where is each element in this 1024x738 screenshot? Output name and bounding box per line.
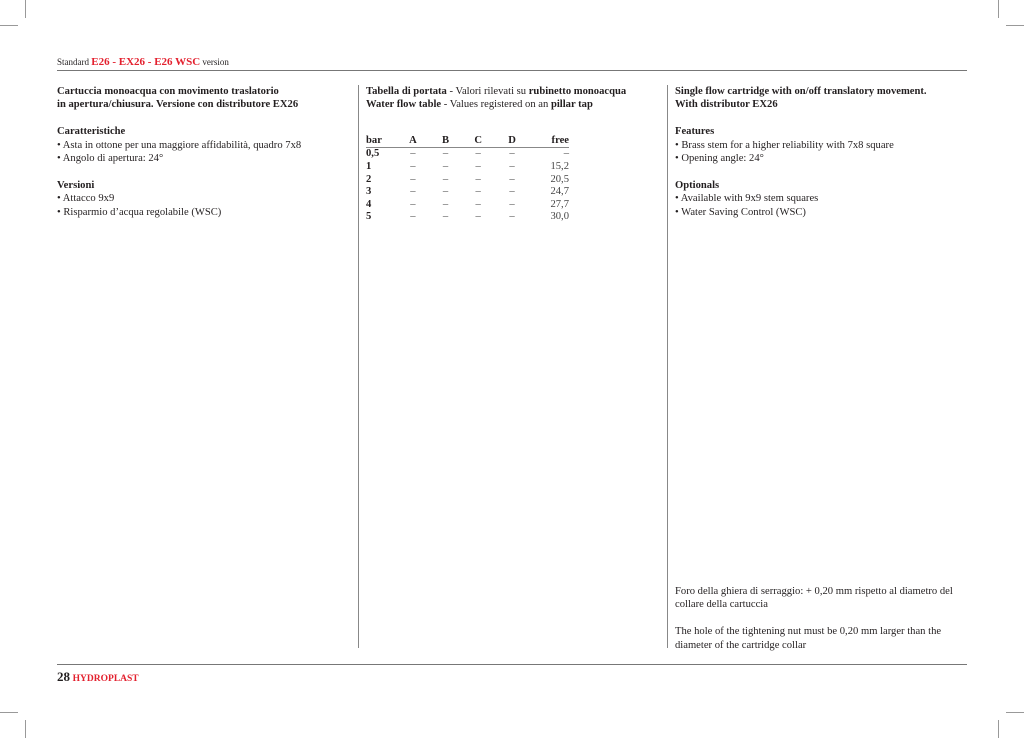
flow-cell: 27,7 <box>550 198 569 210</box>
flow-cell: 30,0 <box>550 211 569 223</box>
flow-cell: – <box>442 186 449 198</box>
flow-cell: – <box>509 198 515 210</box>
optionals-heading: Optionals <box>675 179 720 191</box>
versions-heading: Versioni <box>57 179 95 191</box>
italian-title: Cartuccia monoacqua con movimento traslatorio <box>57 86 279 97</box>
flow-cell: – <box>509 186 515 198</box>
flow-cell: – <box>475 173 481 185</box>
note-en: diameter of the cartridge collar <box>675 639 807 651</box>
pressure-cell: 3 <box>366 186 372 198</box>
flow-cell: – <box>442 211 449 223</box>
features-heading: Caratteristiche <box>57 126 126 138</box>
optional-item: • Available with 9x9 stem squares <box>675 193 819 205</box>
crop-mark <box>25 720 26 738</box>
version-item: • Attacco 9x9 <box>57 193 115 205</box>
column-divider <box>667 85 668 648</box>
flow-cell: – <box>442 173 449 185</box>
pressure-cell: 5 <box>366 211 372 223</box>
brand-name: HYDROPLAST <box>72 674 139 684</box>
flow-cell: – <box>475 161 481 172</box>
pressure-cell: 0,5 <box>366 148 380 160</box>
flow-cell: – <box>509 211 515 223</box>
header-prefix: Standard <box>57 57 89 67</box>
table-row <box>366 211 569 224</box>
header-suffix: version <box>202 57 229 67</box>
note-it: collare della cartuccia <box>675 599 768 611</box>
flow-cell: – <box>509 148 515 160</box>
flow-cell: 15,2 <box>550 161 569 172</box>
column-header: B <box>430 135 461 148</box>
crop-mark <box>25 0 26 18</box>
crop-mark <box>998 0 999 18</box>
flow-cell: – <box>410 211 416 223</box>
water-flow-table <box>366 135 569 224</box>
column-header: D <box>495 135 529 148</box>
flow-cell: – <box>442 161 449 172</box>
crop-mark <box>1006 25 1024 26</box>
flow-cell: – <box>410 148 416 160</box>
feature-item: • Opening angle: 24° <box>675 153 764 165</box>
crop-mark <box>998 720 999 738</box>
italian-description <box>57 85 352 219</box>
flow-caption-it: Tabella di portata - Valori rilevati su rubinetto monoacqua <box>366 86 627 97</box>
flow-cell: – <box>410 186 416 198</box>
running-header <box>57 56 229 69</box>
flow-table-section <box>366 85 661 224</box>
crop-mark <box>1006 712 1024 713</box>
flow-cell: 20,5 <box>550 173 569 185</box>
pressure-cell: 2 <box>366 173 372 185</box>
table-row <box>366 199 569 212</box>
flow-cell: – <box>563 148 569 160</box>
pressure-cell: 4 <box>366 198 372 210</box>
flow-cell: – <box>475 198 481 210</box>
features-heading: Features <box>675 126 715 138</box>
optional-item: • Water Saving Control (WSC) <box>675 206 806 218</box>
footer-rule <box>57 664 967 665</box>
flow-cell: – <box>475 211 481 223</box>
flow-cell: – <box>410 198 416 210</box>
flow-cell: – <box>509 173 515 185</box>
english-description <box>675 85 970 219</box>
column-header: A <box>396 135 430 148</box>
flow-caption-en: Water flow table - Values registered on an pillar tap <box>366 99 593 111</box>
feature-item: • Brass stem for a higher reliability with 7x8 square <box>675 139 894 151</box>
header-models: E26 - EX26 - E26 WSC <box>91 56 201 68</box>
english-title: Single flow cartridge with on/off translatory movement. <box>675 86 927 97</box>
flow-cell: – <box>442 198 449 210</box>
column-divider <box>358 85 359 648</box>
note-it: Foro della ghiera di serraggio: + 0,20 mm rispetto al diametro del <box>675 586 953 597</box>
flow-cell: – <box>410 161 416 172</box>
pressure-cell: 1 <box>366 161 372 172</box>
footer <box>57 670 139 686</box>
flow-cell: – <box>475 186 481 198</box>
table-row <box>366 186 569 199</box>
table-header-row <box>366 135 569 148</box>
flow-cell: – <box>442 148 449 160</box>
note-en: The hole of the tightening nut must be 0,20 mm larger than the <box>675 626 942 638</box>
header-rule <box>57 70 967 71</box>
crop-mark <box>0 25 18 26</box>
column-header: free <box>529 135 569 148</box>
table-row <box>366 161 569 174</box>
flow-cell: – <box>475 148 481 160</box>
flow-cell: – <box>509 161 515 172</box>
version-item: • Risparmio d’acqua regolabile (WSC) <box>57 206 222 218</box>
page-number: 28 <box>57 669 70 684</box>
flow-cell: – <box>410 173 416 185</box>
italian-title: in apertura/chiusura. Versione con distributore EX26 <box>57 99 299 111</box>
table-row <box>366 174 569 187</box>
crop-mark <box>0 712 18 713</box>
feature-item: • Angolo di apertura: 24° <box>57 153 164 165</box>
table-row <box>366 148 569 161</box>
installation-notes <box>675 585 975 652</box>
column-header: C <box>461 135 495 148</box>
column-header: bar <box>366 135 396 148</box>
feature-item: • Asta in ottone per una maggiore affidabilità, quadro 7x8 <box>57 139 302 151</box>
english-title: With distributor EX26 <box>675 99 778 111</box>
flow-cell: 24,7 <box>550 186 569 198</box>
